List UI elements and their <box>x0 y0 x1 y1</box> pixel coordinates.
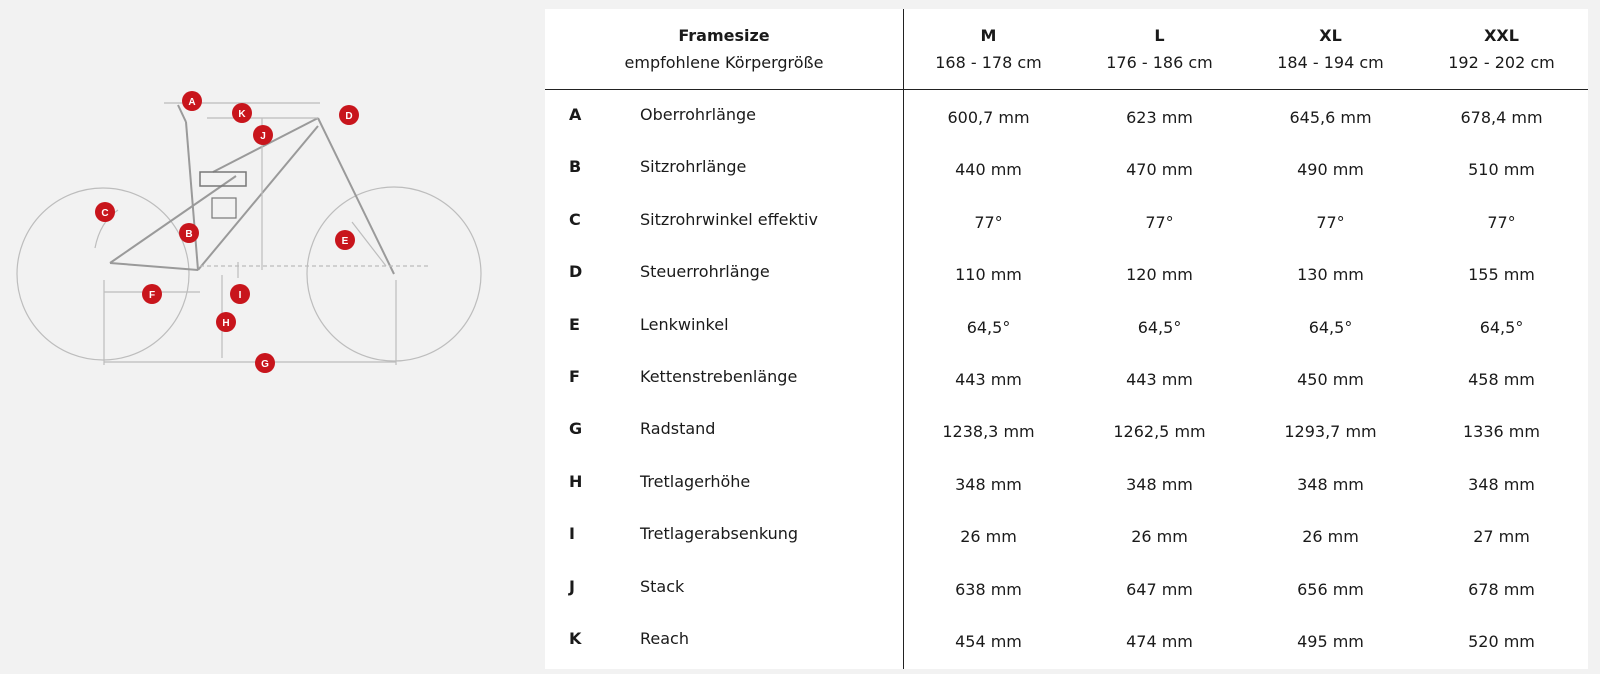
size-header-m <box>903 9 1074 89</box>
size-range: 176 - 186 cm <box>1106 53 1213 72</box>
value-l: 443 mm <box>1126 369 1193 389</box>
value-m: 77° <box>974 212 1003 232</box>
row-label: Oberrohrlänge <box>640 105 757 124</box>
size-header-xl <box>1245 9 1416 89</box>
value-xl: 495 mm <box>1297 631 1364 651</box>
marker-f <box>142 284 162 304</box>
row-letter: B <box>569 157 582 177</box>
marker-i <box>230 284 250 304</box>
value-xxl: 520 mm <box>1468 631 1535 651</box>
value-l: 26 mm <box>1131 527 1188 547</box>
marker-a <box>182 91 202 111</box>
svg-text:I: I <box>238 290 242 301</box>
bike-geometry-drawing <box>0 0 520 674</box>
bike-geometry-diagram <box>0 0 520 674</box>
value-xl: 1293,7 mm <box>1284 422 1377 442</box>
marker-b <box>179 223 199 243</box>
value-m: 638 mm <box>955 579 1022 599</box>
row-label: Stack <box>640 576 685 596</box>
size-header-xxl <box>1416 9 1587 89</box>
marker-d <box>339 105 359 125</box>
row-label: Steuerrohrlänge <box>640 262 770 282</box>
value-l: 348 mm <box>1126 474 1193 494</box>
size-name: XL <box>1319 26 1342 45</box>
size-range: 192 - 202 cm <box>1448 53 1555 72</box>
value-l: 647 mm <box>1126 579 1193 599</box>
row-label: Tretlagerhöhe <box>640 471 751 491</box>
value-xxl: 510 mm <box>1468 160 1535 180</box>
size-range: 168 - 178 cm <box>935 53 1042 72</box>
value-m: 64,5° <box>966 317 1011 337</box>
value-xxl: 458 mm <box>1468 369 1535 389</box>
row-letter: C <box>569 209 581 229</box>
row-label: Kettenstrebenlänge <box>640 366 798 386</box>
row-letter: I <box>569 524 575 544</box>
svg-text:G: G <box>261 359 269 370</box>
size-header-l <box>1074 9 1245 89</box>
table-row <box>545 246 1588 298</box>
value-xxl: 155 mm <box>1468 265 1535 285</box>
table-row <box>545 456 1588 508</box>
value-xl: 645,6 mm <box>1289 108 1372 127</box>
svg-text:C: C <box>101 208 109 219</box>
table-body <box>545 89 1588 665</box>
marker-e <box>335 230 355 250</box>
value-xl: 348 mm <box>1297 474 1364 494</box>
value-l: 64,5° <box>1137 317 1182 337</box>
marker-k <box>232 103 252 123</box>
row-label: Radstand <box>640 419 716 439</box>
marker-c <box>95 202 115 222</box>
chainstay-line <box>110 263 198 270</box>
row-letter: E <box>569 314 580 334</box>
table-row <box>545 299 1588 351</box>
table-row <box>545 561 1588 613</box>
size-name: XXL <box>1484 26 1519 45</box>
svg-text:D: D <box>345 111 353 122</box>
svg-text:E: E <box>341 236 349 247</box>
framesize-title: Framesize <box>678 26 770 45</box>
value-xxl: 1336 mm <box>1463 422 1540 442</box>
value-l: 120 mm <box>1126 265 1193 285</box>
value-xxl: 678,4 mm <box>1460 108 1543 127</box>
value-m: 443 mm <box>955 369 1022 389</box>
seat-tube-line <box>186 122 198 270</box>
geometry-table <box>545 9 1588 669</box>
value-m: 26 mm <box>960 527 1017 547</box>
value-m: 454 mm <box>955 631 1022 651</box>
value-xl: 490 mm <box>1297 160 1364 180</box>
table-row <box>545 194 1588 246</box>
row-letter: H <box>569 471 583 491</box>
value-xxl: 77° <box>1487 212 1516 232</box>
table-row <box>545 351 1588 403</box>
value-xl: 26 mm <box>1302 527 1359 547</box>
svg-text:H: H <box>222 318 230 329</box>
value-l: 623 mm <box>1126 108 1193 127</box>
marker-g <box>255 353 275 373</box>
value-xl: 450 mm <box>1297 369 1364 389</box>
value-m: 110 mm <box>955 265 1022 285</box>
value-l: 1262,5 mm <box>1113 422 1206 442</box>
svg-text:K: K <box>238 109 246 120</box>
row-label: Reach <box>640 628 689 648</box>
table-row <box>545 89 1588 141</box>
fork-line <box>318 118 394 274</box>
value-xl: 130 mm <box>1297 265 1364 285</box>
value-xl: 64,5° <box>1308 317 1353 337</box>
table-row <box>545 508 1588 560</box>
marker-j <box>253 125 273 145</box>
row-label: Sitzrohrlänge <box>640 157 747 177</box>
svg-text:B: B <box>185 229 193 240</box>
value-m: 348 mm <box>955 474 1022 494</box>
size-range: 184 - 194 cm <box>1277 53 1384 72</box>
value-m: 1238,3 mm <box>942 422 1035 442</box>
marker-h <box>216 312 236 332</box>
svg-text:F: F <box>148 290 156 301</box>
size-name: M <box>980 26 997 45</box>
row-letter: F <box>569 366 580 386</box>
value-l: 474 mm <box>1126 631 1193 651</box>
value-m: 440 mm <box>955 160 1022 180</box>
value-xl: 656 mm <box>1297 579 1364 599</box>
seatstay-line <box>110 176 236 263</box>
row-letter: J <box>569 576 575 596</box>
dimension-markers <box>95 91 359 373</box>
svg-text:A: A <box>188 97 196 108</box>
row-letter: D <box>569 262 583 282</box>
dim-e-line <box>352 222 386 266</box>
row-label: Sitzrohrwinkel effektiv <box>640 209 818 229</box>
height-subtitle: empfohlene Körpergröße <box>624 53 824 72</box>
size-name: L <box>1154 26 1165 45</box>
svg-text:J: J <box>260 131 266 142</box>
row-letter: A <box>569 105 582 124</box>
motor-mount <box>212 198 236 218</box>
value-xxl: 678 mm <box>1468 579 1535 599</box>
row-letter: K <box>569 628 582 648</box>
value-xxl: 64,5° <box>1479 317 1524 337</box>
value-xl: 77° <box>1316 212 1345 232</box>
row-letter: G <box>569 419 583 439</box>
table-row <box>545 141 1588 193</box>
value-l: 77° <box>1145 212 1174 232</box>
table-row <box>545 403 1588 455</box>
row-label: Lenkwinkel <box>640 314 729 334</box>
value-xxl: 348 mm <box>1468 474 1535 494</box>
value-xxl: 27 mm <box>1473 527 1530 547</box>
value-l: 470 mm <box>1126 160 1193 180</box>
value-m: 600,7 mm <box>947 108 1030 127</box>
table-row <box>545 613 1588 665</box>
row-label: Tretlagerabsenkung <box>640 524 799 544</box>
framesize-header <box>545 9 903 89</box>
